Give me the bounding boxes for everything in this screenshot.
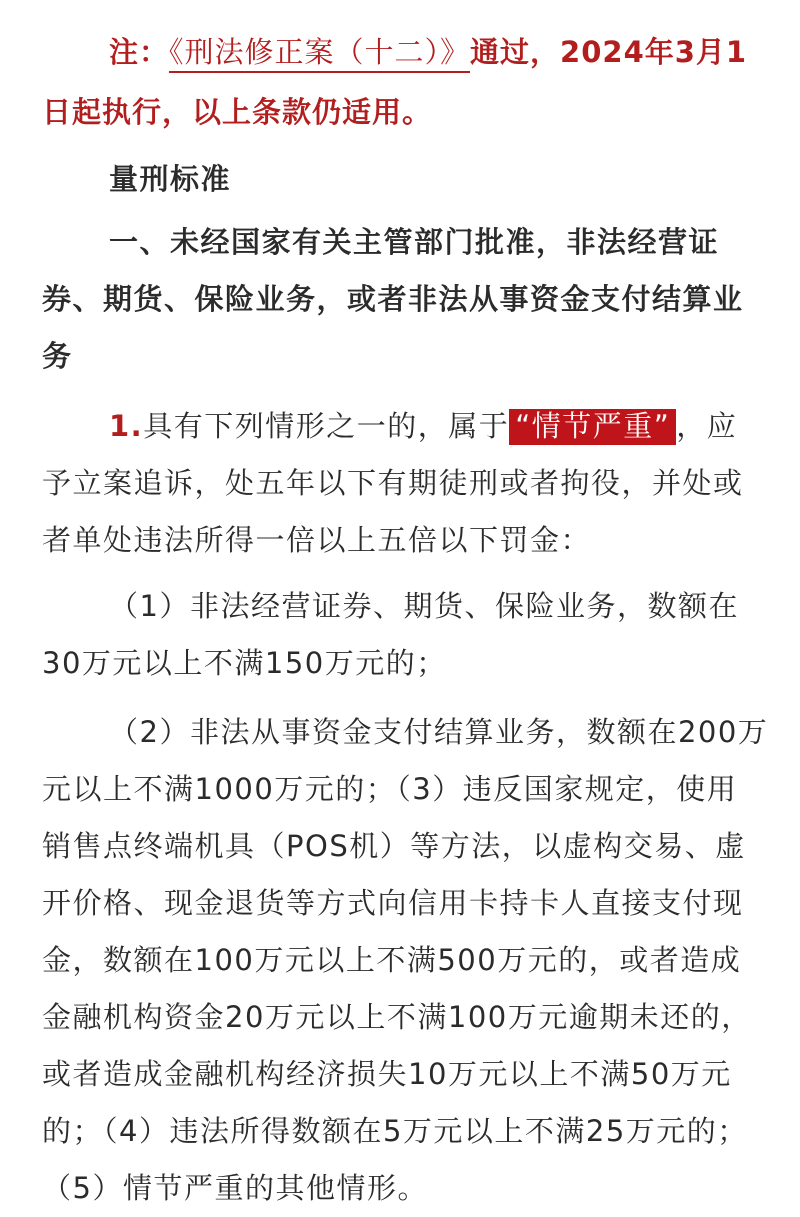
note-prefix: 注：: [109, 35, 170, 69]
note-line-1-suffix: 通过，2024年3月1: [470, 35, 748, 69]
note-line-1: [42, 22, 762, 82]
sub-item-1-line-1: （1）非法经营证券、期货、保险业务，数额在: [109, 589, 739, 623]
sub-item-2-line-7: 或者造成金融机构经济损失10万元以上不满50万元: [42, 1057, 732, 1091]
sub-item-1-paragraph: [42, 578, 762, 692]
sub-item-2-line-8: 的；（4）违法所得数额在5万元以上不满25万元的；: [42, 1114, 748, 1148]
sub-item-2-line-4: 开价格、现金退货等方式向信用卡持卡人直接支付现: [42, 886, 744, 920]
sub-item-1-line-2: 30万元以上不满150万元的；: [42, 646, 447, 680]
sub-item-2-line-6: 金融机构资金20万元以上不满100万元逾期未还的，: [42, 1000, 752, 1034]
section-line-1: 一、未经国家有关主管部门批准，非法经营证: [109, 225, 720, 259]
sub-item-2-line-2: 元以上不满1000万元的；（3）违反国家规定，使用: [42, 772, 738, 806]
sub-item-2-line-5: 金，数额在100万元以上不满500万元的，或者造成: [42, 943, 742, 977]
item-1-text-after: ，应: [676, 409, 738, 443]
amendment-note: [42, 22, 762, 142]
item-1-line-3: 者单处违法所得一倍以上五倍以下罚金：: [42, 523, 592, 557]
item-1-number: 1.: [109, 409, 144, 443]
section-line-3: 务: [42, 339, 73, 373]
item-1-line-2: 予立案追诉，处五年以下有期徒刑或者拘役，并处或: [42, 466, 744, 500]
sub-item-2-line-9: （5）情节严重的其他情形。: [42, 1171, 428, 1205]
item-1-text-before: 具有下列情形之一的，属于: [143, 409, 510, 443]
law-title-link[interactable]: 《刑法修正案（十二）》: [169, 35, 470, 73]
section-line-2: 券、期货、保险业务，或者非法从事资金支付结算业: [42, 282, 744, 316]
section-title: [42, 214, 762, 385]
item-1-paragraph: [42, 398, 762, 569]
item-1-line-1: [42, 398, 762, 455]
sub-item-2-line-3: 销售点终端机具（POS机）等方法，以虚构交易、虚: [42, 829, 746, 863]
sub-item-2-paragraph: [42, 704, 769, 1217]
sentencing-heading: 量刑标准: [109, 162, 232, 196]
serious-circumstances-highlight: “情节严重”: [509, 409, 676, 445]
sub-item-2-line-1: （2）非法从事资金支付结算业务，数额在200万: [109, 715, 769, 749]
note-line-2: 日起执行，以上条款仍适用。: [42, 95, 433, 129]
